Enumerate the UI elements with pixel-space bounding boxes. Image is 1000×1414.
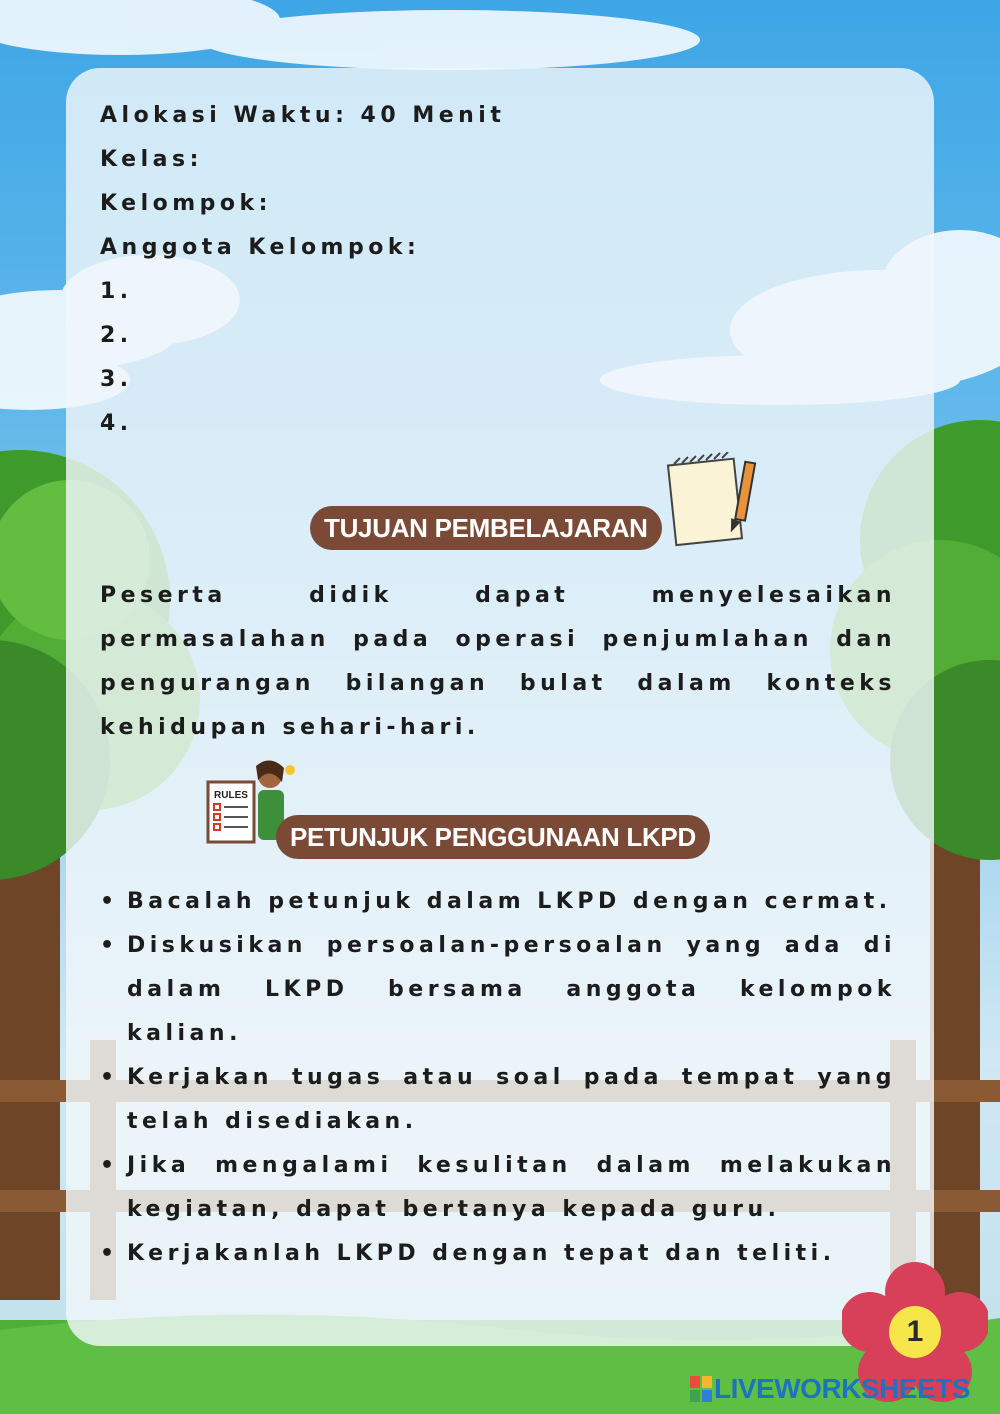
petunjuk-list (100, 880, 896, 1276)
bullet: • (100, 1241, 119, 1266)
kelas-label: Kelas: (100, 147, 203, 172)
member-2: 2. (100, 323, 133, 348)
anggota-label: Anggota Kelompok: (100, 235, 421, 260)
member-1: 1. (100, 279, 133, 304)
bullet: • (100, 933, 119, 958)
list-item (100, 880, 896, 924)
list-item-text: Kerjakan tugas atau soal pada tempat yang telah disediakan. (127, 1065, 896, 1134)
student-info (100, 100, 505, 452)
notepad-pencil-icon (664, 452, 760, 548)
bullet: • (100, 889, 119, 914)
rules-label: RULES (214, 790, 248, 801)
bullet: • (100, 1153, 119, 1178)
list-item (100, 1144, 896, 1232)
list-item-text: Diskusikan persoalan-persoalan yang ada di dalam LKPD bersama anggota kelompok kalian. (127, 933, 896, 1046)
kelompok-label: Kelompok: (100, 191, 272, 216)
watermark-text: LIVEWORKSHEETS (714, 1373, 970, 1404)
list-item (100, 924, 896, 1056)
member-3: 3. (100, 367, 133, 392)
member-4: 4. (100, 411, 133, 436)
liveworksheets-logo-icon (690, 1376, 712, 1402)
tujuan-text: Peserta didik dapat menyelesaikan permasalahan pada operasi penjumlahan dan pengurangan bilangan bulat dalam konteks kehidupan sehari-hari. (100, 583, 896, 740)
petunjuk-heading: PETUNJUK PENGGUNAAN LKPD (276, 815, 710, 859)
list-item-text: Jika mengalami kesulitan dalam melakukan kegiatan, dapat bertanya kepada guru. (127, 1153, 896, 1222)
bullet: • (100, 1065, 119, 1090)
page-number: 1 (906, 1315, 924, 1348)
alokasi-waktu: Alokasi Waktu: 40 Menit (100, 103, 506, 128)
list-item-text: Kerjakanlah LKPD dengan tepat dan teliti. (127, 1241, 836, 1266)
list-item (100, 1232, 896, 1276)
tujuan-heading: TUJUAN PEMBELAJARAN (310, 506, 662, 550)
list-item-text: Bacalah petunjuk dalam LKPD dengan cermat. (127, 889, 892, 914)
liveworksheets-watermark (690, 1372, 970, 1406)
list-item (100, 1056, 896, 1144)
